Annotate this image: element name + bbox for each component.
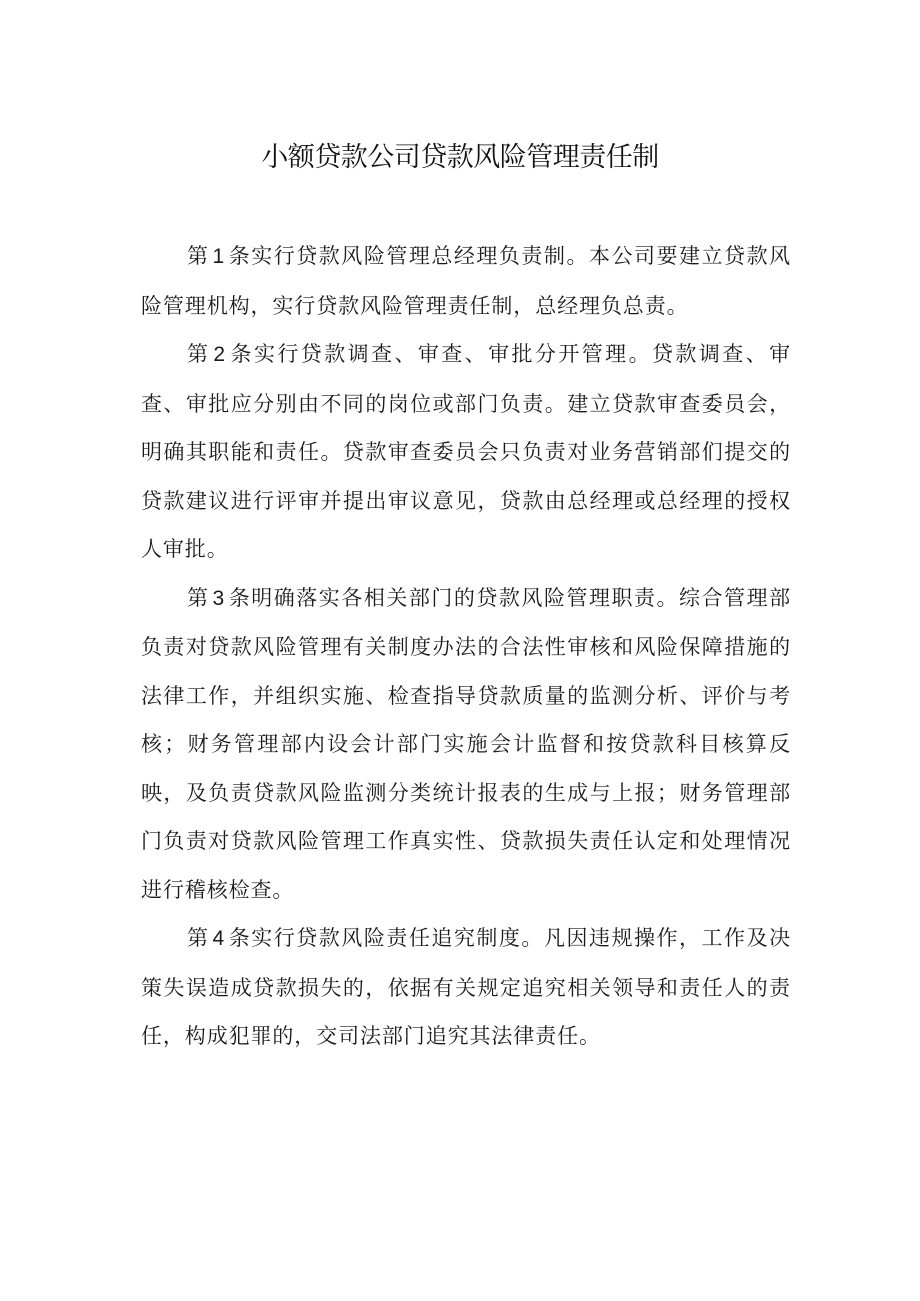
article-1-number: 1 (212, 245, 226, 268)
article-2 (141, 330, 791, 574)
article-2-text: 条实行贷款调查、审查、审批分开管理。贷款调查、审查、审批应分别由不同的岗位或部门负责。建立贷款审查委员会，明确其职能和责任。贷款审查委员会只负责对业务营销部们提交的贷款建议进行评审并提出审议意见，贷款由总经理或总经理的授权人审批。 (141, 342, 791, 561)
article-3-number: 3 (212, 586, 226, 610)
article-4-prefix: 第 (187, 926, 210, 950)
article-4 (141, 914, 791, 1061)
document-title: 小额贷款公司贷款风险管理责任制 (261, 142, 659, 173)
article-3-text: 条明确落实各相关部门的贷款风险管理职责。综合管理部负责对贷款风险管理有关制度办法的合法性审核和风险保障措施的法律工作，并组织实施、检查指导贷款质量的监测分析、评价与考核；财务管理部内设会计部门实施会计监督和按贷款科目核算反映，及负责贷款风险监测分类统计报表的生成与上报；财务管理部门负责对贷款风险管理工作真实性、贷款损失责任认定和处理情况进行稽核检查。 (141, 585, 791, 902)
article-3-prefix: 第 (187, 585, 210, 610)
article-1-text: 条实行贷款风险管理总经理负责制。本公司要建立贷款风险管理机构，实行贷款风险管理责任制，总经理负总责。 (141, 244, 791, 318)
document-body (141, 232, 791, 1061)
article-3 (141, 574, 791, 915)
article-1 (141, 232, 791, 330)
article-2-number: 2 (213, 343, 227, 366)
article-1-prefix: 第 (187, 244, 210, 268)
article-4-text: 条实行贷款风险责任追究制度。凡因违规操作，工作及决策失误造成贷款损失的，依据有关规定追究相关领导和责任人的责任，构成犯罪的，交司法部门追究其法律责任。 (141, 926, 791, 1048)
article-2-prefix: 第 (187, 342, 211, 366)
article-4-number: 4 (212, 927, 226, 950)
